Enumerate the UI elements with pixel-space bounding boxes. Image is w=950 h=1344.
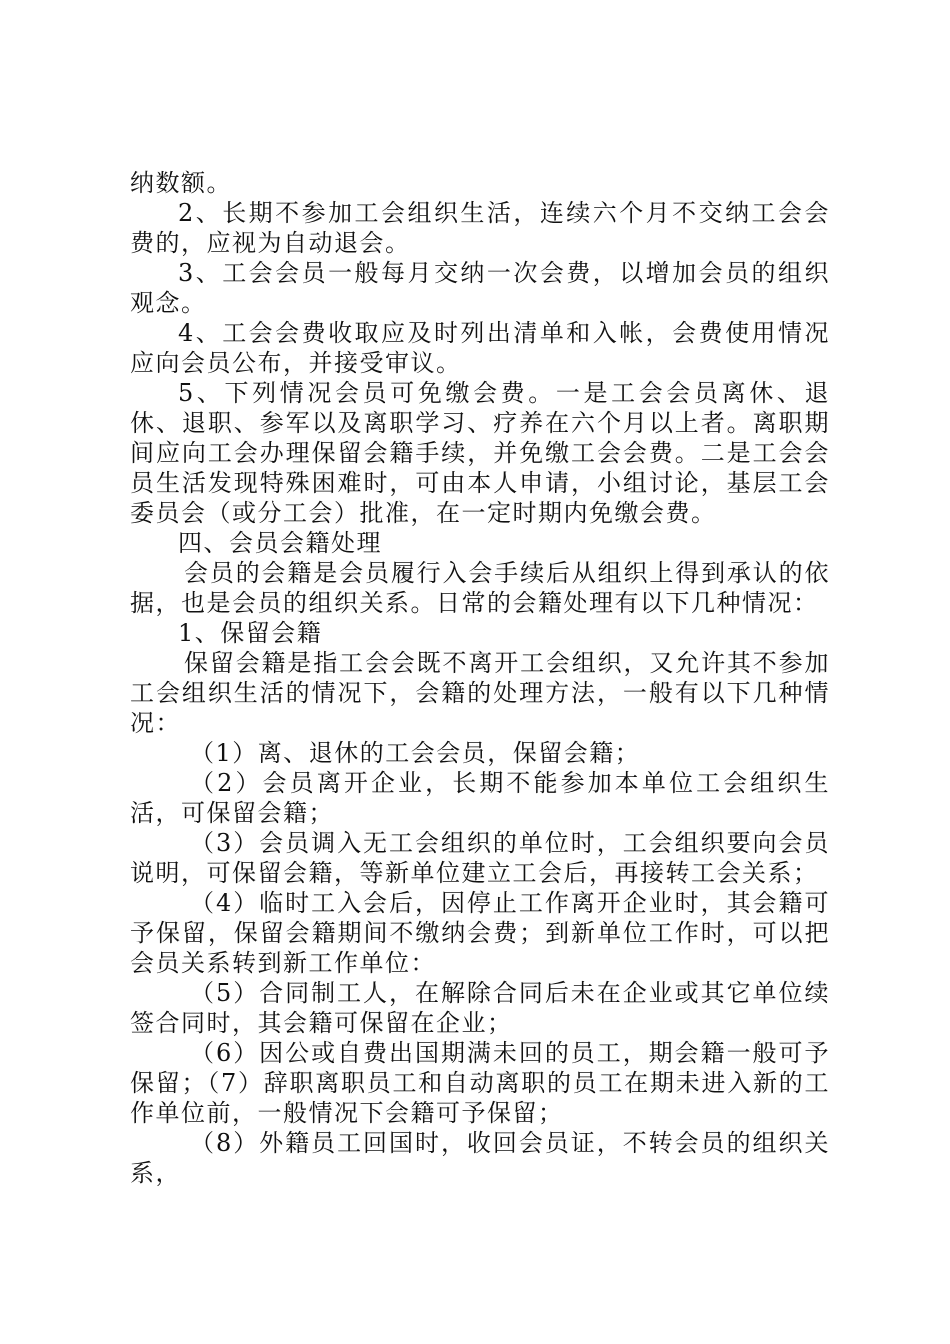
list-item-5: （5）合同制工人，在解除合同后未在企业或其它单位续签合同时，其会籍可保留在企业； [130, 979, 830, 1037]
list-item-4: （4）临时工入会后，因停止工作离开企业时，其会籍可予保留，保留会籍期间不缴纳会费；到新单位工作时，可以把会员关系转到新工作单位： [130, 889, 830, 977]
paragraph-item-4: 4、工会会费收取应及时列出清单和入帐，会费使用情况应向会员公布，并接受审议。 [130, 319, 830, 377]
paragraph-item-5: 5、下列情况会员可免缴会费。一是工会会员离休、退休、退职、参军以及离职学习、疗养在六个月以上者。离职期间应向工会办理保留会籍手续，并免缴工会会费。二是工会会员生活发现特殊困难时，可由本人申请，小组讨论，基层工会委员会（或分工会）批准，在一定时期内免缴会费。 [130, 379, 830, 527]
paragraph-membership-intro: 会员的会籍是会员履行入会手续后从组织上得到承认的依据，也是会员的组织关系。日常的会籍处理有以下几种情况： [130, 559, 830, 617]
paragraph-retain-definition: 保留会籍是指工会会既不离开工会组织，又允许其不参加工会组织生活的情况下，会籍的处理方法，一般有以下几种情况： [130, 649, 830, 737]
list-item-1: （1）离、退休的工会会员，保留会籍； [190, 739, 641, 767]
subheading-retain-membership: 1、保留会籍 [178, 619, 323, 647]
list-item-6-7: （6）因公或自费出国期满未回的员工，期会籍一般可予保留；（7）辞职离职员工和自动离职的员工在期未进入新的工作单位前，一般情况下会籍可予保留； [130, 1039, 830, 1127]
document-page [130, 168, 830, 1188]
list-item-3: （3）会员调入无工会组织的单位时，工会组织要向会员说明，可保留会籍，等新单位建立工会后，再接转工会关系； [130, 829, 830, 887]
list-item-2: （2）会员离开企业，长期不能参加本单位工会组织生活，可保留会籍； [130, 769, 830, 827]
section-heading-4: 四、会员会籍处理 [178, 529, 382, 557]
paragraph-item-2: 2、长期不参加工会组织生活，连续六个月不交纳工会会费的，应视为自动退会。 [130, 199, 830, 257]
paragraph-item-3: 3、工会会员一般每月交纳一次会费，以增加会员的组织观念。 [130, 259, 830, 317]
list-item-8: （8）外籍员工回国时，收回会员证，不转会员的组织关系， [130, 1129, 830, 1187]
paragraph-continuation: 纳数额。 [130, 169, 232, 197]
